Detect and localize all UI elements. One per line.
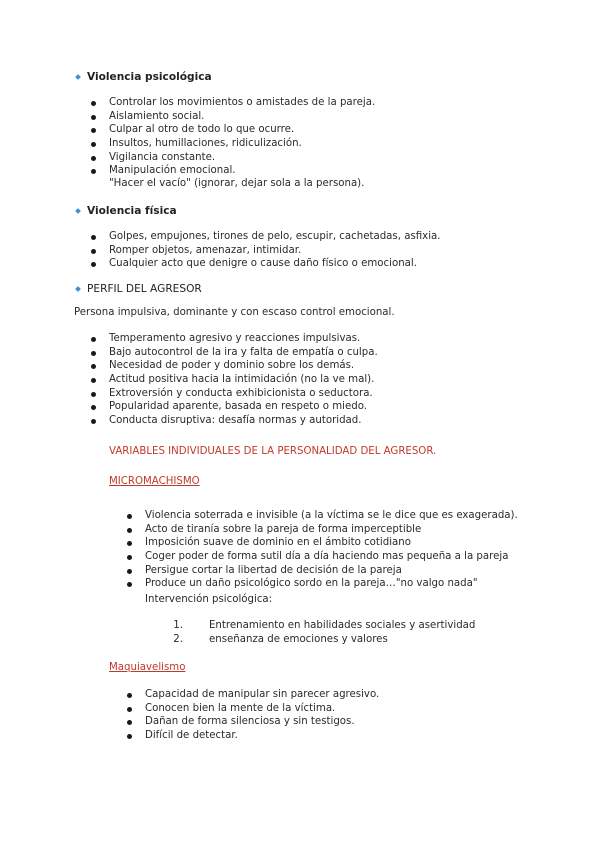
list-item: Persigue cortar la libertad de decisión de la pareja [145,564,518,578]
list-item: Controlar los movimientos o amistades de la pareja. [109,97,376,108]
list-item: Violencia soterrada e invisible (a la víctima se le dice que es exagerada). [145,510,518,521]
list-item: Temperamento agresivo y reacciones impulsivas. [109,332,378,346]
list-continuation: "Hacer el vacío" (ignorar, dejar sola a la persona). [109,178,365,189]
list-perfil [109,332,378,428]
list-item: 2. enseñanza de emociones y valores [173,633,388,645]
list-item: Vigilancia constante. [109,151,375,165]
list-item: Insultos, humillaciones, ridiculización. [109,137,375,151]
list-item: Dañan de forma silenciosa y sin testigos. [145,715,379,729]
list-item: Romper objetos, amenazar, intimidar. [109,244,441,258]
list-item: Acto de tiranía sobre la pareja de forma imperceptible [145,523,518,537]
perfil-intro: Persona impulsiva, dominante y con escaso control emocional. [74,307,395,318]
list-psicologica [109,96,375,178]
list-item: Actitud positiva hacia la intimidación (no la ve mal). [109,373,378,387]
list-fisica [109,230,441,271]
diamond-bullet-icon [75,208,81,214]
intervencion-label: Intervención psicológica: [145,594,273,605]
list-item: Popularidad aparente, basada en respeto o miedo. [109,400,378,414]
list-item: Difícil de detectar. [145,729,379,743]
list-item: Conducta disruptiva: desafía normas y autoridad. [109,414,378,428]
diamond-bullet-icon [75,286,81,292]
list-item: Extroversión y conducta exhibicionista o seductora. [109,387,378,401]
list-item: Coger poder de forma sutil día a día haciendo mas pequeña a la pareja [145,550,518,564]
heading-micromachismo: MICROMACHISMO [109,476,200,487]
list-item: Culpar al otro de todo lo que ocurre. [109,123,375,137]
list-item: Imposición suave de dominio en el ámbito cotidiano [145,536,518,550]
heading-violencia-fisica: Violencia física [76,205,177,217]
list-item: Manipulación emocional. [109,164,375,178]
list-item: Aislamiento social. [109,110,375,124]
list-item: Bajo autocontrol de la ira y falta de empatía o culpa. [109,346,378,358]
heading-maquiavelismo: Maquiavelismo [109,662,186,673]
list-item: Golpes, empujones, tirones de pelo, escupir, cachetadas, asfixia. [109,231,441,242]
list-item: Conocen bien la mente de la víctima. [145,702,379,716]
list-maquiavelismo [145,688,379,743]
list-item: Cualquier acto que denigre o cause daño físico o emocional. [109,257,441,271]
diamond-bullet-icon [75,74,81,80]
list-item: Produce un daño psicológico sordo en la pareja…"no valgo nada" [145,577,518,591]
list-micromachismo [145,509,518,591]
heading-variables: VARIABLES INDIVIDUALES DE LA PERSONALIDAD DEL AGRESOR. [109,446,437,457]
list-item: Necesidad de poder y dominio sobre los demás. [109,359,378,373]
list-item: 1. Entrenamiento en habilidades sociales y asertividad [173,620,476,631]
list-item: Capacidad de manipular sin parecer agresivo. [145,689,380,700]
heading-perfil-agresor: PERFIL DEL AGRESOR [76,283,202,295]
list-intervencion [173,619,476,646]
heading-violencia-psicologica: Violencia psicológica [76,71,212,83]
